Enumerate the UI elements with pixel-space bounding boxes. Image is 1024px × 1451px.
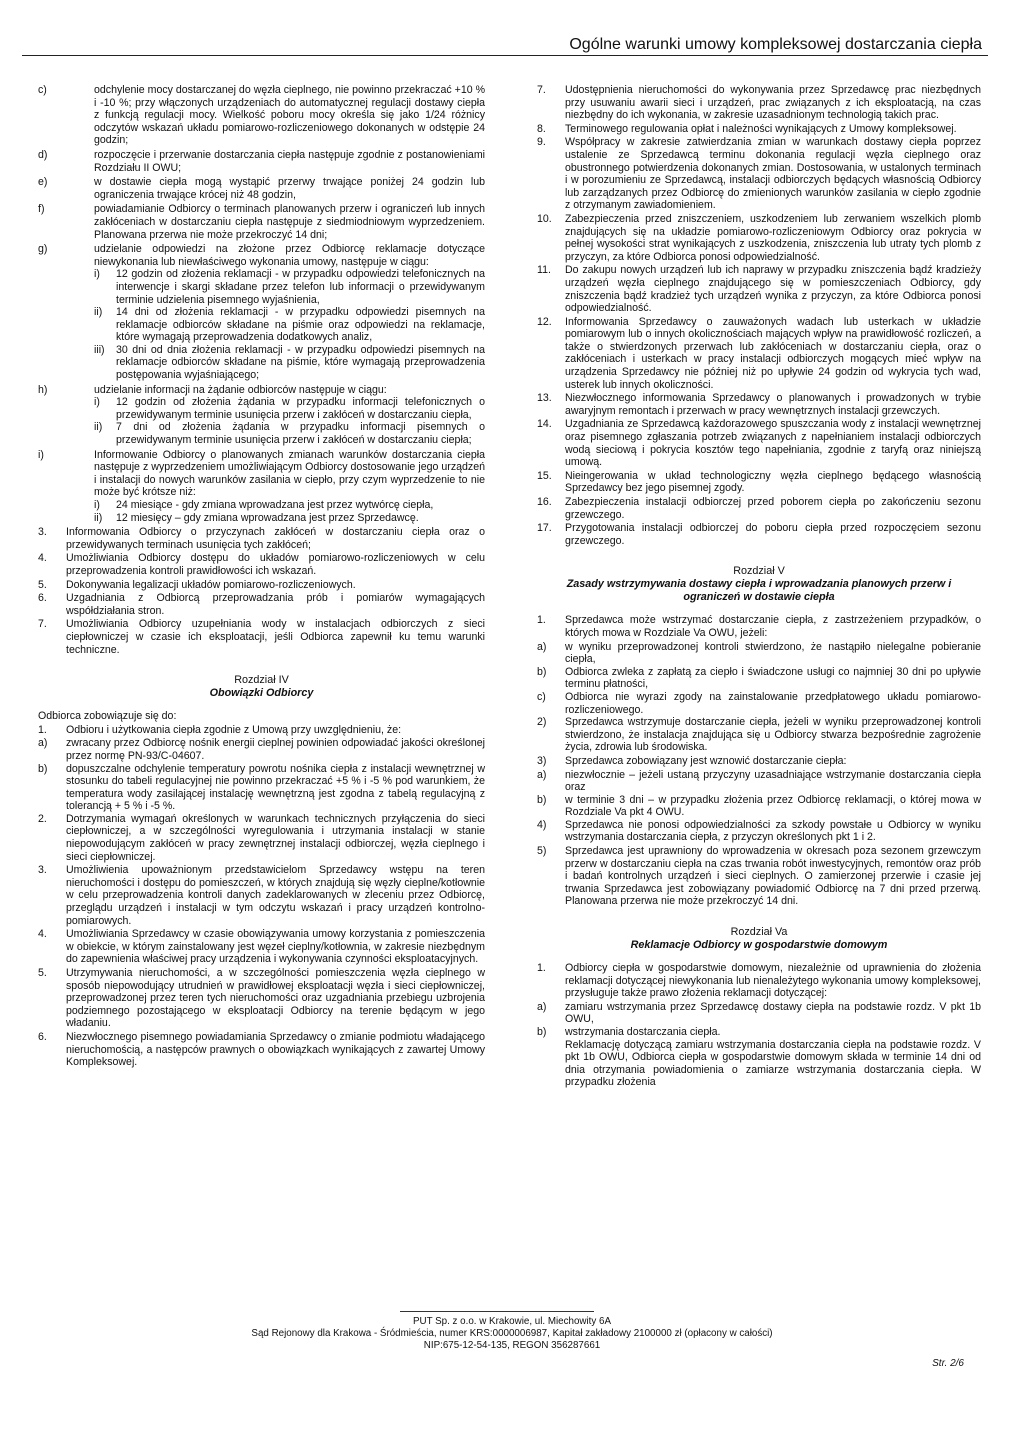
item-text: Odbioru i użytkowania ciepła zgodnie z Umową przy uwzględnieniu, że:	[66, 723, 402, 736]
sub-label: iii)	[94, 343, 105, 356]
sub-label: a)	[38, 737, 48, 750]
item-number: 2)	[537, 716, 547, 729]
item-number: 2.	[38, 812, 47, 825]
item-text: Umożliwiania Odbiorcy dostępu do układów pomiarowo-rozliczeniowych w celu przeprowadzenia kontroli prawidłowości ich wskazań.	[66, 552, 485, 577]
item-number: 3.	[38, 526, 47, 539]
sub-item	[94, 499, 485, 512]
item-number: 7.	[38, 618, 47, 631]
footer	[0, 1316, 1024, 1351]
list-item	[38, 384, 485, 447]
sub-label: i)	[94, 268, 100, 281]
item-number: 15.	[537, 469, 552, 482]
item-number: 16.	[537, 496, 552, 508]
left-column	[38, 84, 485, 1070]
item-number: 5.	[38, 967, 47, 979]
sub-label: a)	[537, 640, 547, 653]
item-text: Przygotowania instalacji odbiorczej do poboru ciepła przed rozpoczęciem sezonu grzewczego.	[565, 522, 981, 547]
numbered-item	[38, 813, 485, 863]
item-number: 3.	[38, 864, 47, 877]
item-label: e)	[38, 176, 48, 189]
item-number: 6.	[38, 1030, 47, 1043]
sub-item	[38, 737, 485, 762]
sub-item	[94, 512, 485, 525]
item-text: Udostępnienia nieruchomości do wykonywania przez Sprzedawcę prac niezbędnych przy usuwaniu awarii sieci i urządzeń, prac związanych z ich eksploatacją, na czas niezbędny do ich wykonania, w zakresie uzasadnionym technologią takich prac.	[565, 84, 981, 122]
numbered-item	[537, 755, 981, 768]
numbered-item	[537, 522, 981, 547]
numbered-item	[38, 864, 485, 927]
item-text: odchylenie mocy dostarczanej do węzła cieplnego, nie powinno przekraczać +10 % i -10 %; przy włączonych urządzeniach do automatycznej regulacji dostawy ciepła z funkcją regulacji mocy. Wielkość poboru mocy określa się jako 1/24 różnicy odczytów wskazań układu pomiarowo-rozliczeniowego dokonanych w odstępie 24 godzin;	[94, 84, 485, 147]
sub-label: ii)	[94, 511, 103, 524]
item-text: Nieingerowania w układ technologiczny węzła cieplnego będącego własnością Sprzedawcy bez jego pisemnej zgody.	[565, 469, 981, 495]
sub-label: b)	[537, 665, 547, 678]
numbered-item	[537, 418, 981, 468]
numbered-item	[537, 496, 981, 521]
item-text: Dokonywania legalizacji układów pomiarowo-rozliczeniowych.	[66, 578, 356, 591]
item-text: Do zakupu nowych urządzeń lub ich naprawy w przypadku zniszczenia bądź kradzieży urządzeń węzła cieplnego znajdującego się w pomieszczeniach Odbiorcy, gdy zniszczenia bądź kradzież tych urządzeń wynika z przyczyn, za które Odbiorca ponosi odpowiedzialność.	[565, 264, 981, 315]
item-text: Niezwłocznego pisemnego powiadamiania Sprzedawcy o zmianie podmiotu władającego nieruchomością, a następców prawnych o obowiązkach wynikających z zawartej Umowy Kompleksowej.	[66, 1030, 485, 1069]
item-text: Uzgadniania ze Sprzedawcą każdorazowego spuszczania wody z instalacji wewnętrznej oraz pisemnego zgłaszania potrzeb związanych z napełnianiem instalacji odbiorczych wodą sieciową i pokrycia kosztów tego napełniania, zgodnie z taryfą oraz niniejszą umową.	[565, 418, 981, 469]
item-text: Informowania Odbiorcy o przyczynach zakłóceń w dostarczaniu ciepła oraz o przewidywanych terminach usunięcia tych zakłóceń;	[66, 526, 485, 551]
item-number: 5.	[38, 578, 47, 591]
sub-text: niezwłocznie – jeżeli ustaną przyczyny uzasadniające wstrzymanie dostarczania ciepła oraz	[565, 768, 981, 794]
numbered-item	[537, 264, 981, 314]
sub-label: i)	[94, 499, 100, 511]
numbered-item	[537, 716, 981, 754]
sub-label: b)	[537, 793, 547, 806]
item-text: Niezwłocznego informowania Sprzedawcy o planowanych i prowadzonych w trybie awaryjnym remontach i przerwach w pracy wewnętrznych instalacji grzewczych.	[565, 392, 981, 417]
section-heading-5a	[537, 926, 981, 952]
item-label: f)	[38, 203, 45, 216]
item-text: udzielanie odpowiedzi na złożone przez Odbiorcę reklamacje dotyczące niewykonania lub niewłaściwego wykonania umowy, następuje w ciągu:	[94, 243, 485, 268]
item-text: powiadamianie Odbiorcy o terminach planowanych przerw i ograniczeń lub innych zakłóceniach w dostarczaniu ciepła następuje z siedmiodniowym wyprzedzeniem. Planowana przerwa nie może przekroczyć 14 dni;	[94, 203, 485, 241]
section-title: Rozdział IV	[234, 674, 289, 687]
item-text: Informowania Sprzedawcy o zauważonych wadach lub usterkach w układzie pomiarowym lub o innych okolicznościach mających wpływ na prawidłowość rozliczeń, a także o stwierdzonych przerwach lub zakłóceniach w dostarczaniu ciepła, oraz o zakłóceniach i usterkach w pracy instalacji odbiorczych mogących mieć wpływ na urządzenia Sprzedawcy nie później niż po upływie 24 godzin od wykrycia tych wad, usterek lub innych okoliczności.	[565, 315, 981, 391]
section-title: Rozdział V	[733, 565, 785, 578]
sub-text: 7 dni od złożenia żądania w przypadku informacji pisemnych o przewidywanym terminie usunięcia przerw i zakłóceń w dostarczaniu ciepła;	[116, 421, 485, 447]
numbered-item	[537, 962, 981, 1000]
sub-label: c)	[537, 690, 546, 703]
sub-text: Odbiorca nie wyrazi zgody na zainstalowanie przedpłatowego układu pomiarowo-rozliczeniowego.	[565, 690, 981, 716]
numbered-item	[537, 316, 981, 392]
item-number: 12.	[537, 315, 552, 328]
numbered-item	[537, 845, 981, 908]
item-text: Uzgadniania z Odbiorcą przeprowadzania prób i pomiarów wymagających współdziałania stron.	[66, 592, 485, 617]
item-number: 4)	[537, 818, 547, 831]
list-item	[38, 449, 485, 525]
sub-item	[38, 763, 485, 813]
item-text: Odbiorcy ciepła w gospodarstwie domowym, niezależnie od uprawnienia do złożenia reklamacji dotyczącej niewykonania lub nienależytego wykonania umowy kompleksowej, przysługuje także prawo złożenia reklamacji dotyczącej:	[565, 962, 981, 1000]
sub-item	[537, 666, 981, 691]
numbered-item	[38, 928, 485, 966]
numbered-item	[38, 592, 485, 617]
sub-item	[537, 1026, 981, 1039]
item-text: Sprzedawca nie ponosi odpowiedzialności za szkody powstałe u Odbiorcy w wyniku wstrzymania dostarczania ciepła, z przyczyn określonych pkt 1 i 2.	[565, 818, 981, 844]
section-intro: Odbiorca zobowiązuje się do:	[38, 710, 177, 723]
sub-item	[537, 794, 981, 819]
sub-item	[537, 641, 981, 666]
item-text: Utrzymywania nieruchomości, a w szczególności pomieszczenia węzła cieplnego w sposób niepowodujący utrudnień w prawidłowej eksploatacji węzła i sieci ciepłowniczej, przeprowadzonej przez teren tych nieruchomości oraz uzgadniania przebiegu uzbrojenia podziemnego pozostającego w eksploatacji Odbiorcy na terenie będącym w jego władaniu.	[66, 967, 485, 1030]
numbered-item	[537, 614, 981, 639]
list-item	[38, 149, 485, 174]
item-text: Zabezpieczenia przed zniszczeniem, uszkodzeniem lub zerwaniem wszelkich plomb znajdujących się na układzie pomiarowo-rozliczeniowym Odbiorcy oraz pokrycia w pełnej wysokości strat wynikających z uszkodzenia, zniszczenia lub utraty tych plomb z przyczyn, za które Odbiorca ponosi odpowiedzialność.	[565, 212, 981, 263]
sub-text: 24 miesiące - gdy zmiana wprowadzana jest przez wytwórcę ciepła,	[116, 499, 434, 511]
item-text: Informowanie Odbiorcy o planowanych zmianach warunków dostarczania ciepła następuje z wyprzedzeniem umożliwiającym Odbiorcy dostosowanie jego urządzeń i instalacji do nowych warunków zasilania w ciepło, przy czym wyprzedzenie to nie może być krótsze niż:	[94, 448, 485, 499]
sub-label: i)	[94, 396, 100, 409]
item-number: 13.	[537, 392, 552, 405]
header-rule	[22, 55, 988, 56]
sub-text: 14 dni od złożenia reklamacji - w przypadku odpowiedzi pisemnych na reklamacje odbiorców składane na piśmie oraz odpowiedzi na reklamacje, które wymagają przeprowadzenia dodatkowych analiz,	[116, 306, 485, 344]
sub-label: ii)	[94, 306, 103, 319]
item-label: d)	[38, 148, 48, 161]
list-item	[38, 84, 485, 147]
item-label: g)	[38, 243, 48, 256]
item-number: 4.	[38, 552, 47, 565]
numbered-item	[38, 618, 485, 656]
item-text: rozpoczęcie i przerwanie dostarczania ciepła następuje zgodnie z postanowieniami Rozdziału II OWU;	[94, 148, 485, 174]
item-number: 11.	[537, 264, 551, 277]
section-heading-5	[537, 565, 981, 604]
numbered-item	[38, 579, 485, 592]
section-subtitle: Obowiązki Odbiorcy	[209, 687, 314, 700]
item-text: Terminowego regulowania opłat i należności wynikających z Umowy kompleksowej.	[565, 122, 957, 135]
sub-text: 12 godzin od złożenia reklamacji - w przypadku odpowiedzi telefonicznych na interwencje i skargi składane przez telefon lub informacji o przewidywanym terminie udzielenia pisemnego wyjaśnienia,	[116, 268, 485, 306]
item-number: 1.	[38, 723, 47, 736]
footer-tax-ids: NIP:675-12-54-135, REGON 356287661	[423, 1339, 601, 1351]
numbered-item	[537, 84, 981, 122]
sub-item	[537, 1001, 981, 1026]
item-text: Umożliwiania Sprzedawcy w czasie obowiązywania umowy korzystania z pomieszczenia w obiekcie, w którym zainstalowany jest węzeł cieplny/kotłownia, w zakresie niezbędnym do zapewnienia właściwej pracy urządzenia i wykonywania czynności eksploatacyjnych.	[66, 928, 485, 966]
item-text: udzielanie informacji na żądanie odbiorców następuje w ciągu:	[94, 383, 387, 396]
item-label: c)	[38, 84, 47, 96]
numbered-item	[537, 470, 981, 495]
sub-label: b)	[38, 762, 48, 775]
sub-item	[94, 396, 485, 421]
sub-item	[94, 306, 485, 344]
list-item	[38, 203, 485, 241]
item-number: 17.	[537, 522, 552, 535]
numbered-item	[38, 967, 485, 1030]
list-item	[38, 176, 485, 201]
item-text: Współpracy w zakresie zatwierdzania zmian w warunkach dostawy ciepła poprzez ustalenie ze Sprzedawcą terminu dokonania regulacji węzła cieplnego oraz obustronnego potwierdzenia dokonanych zmian. Dostosowania, w ustalonych terminach i w porozumieniu ze Sprzedawcą, instalacji odbiorczych będących własnością Odbiorcy lub zarządzanych przez Odbiorcę do zmienionych warunków zasilania w ciepło zgodnie z otrzymanym zawiadomieniem.	[565, 136, 981, 212]
footer-rule	[400, 1311, 594, 1312]
paragraph-text: Reklamację dotyczącą zamiaru wstrzymania dostarczania ciepła na podstawie rozdz. V pkt 1b OWU, Odbiorca ciepła w gospodarstwie domowym składa w terminie 14 dni od dnia otrzymania powiadomienia o zamiarze wstrzymania dostarczania ciepła. W przypadku złożenia	[565, 1038, 981, 1089]
footer-company: PUT Sp. z o.o. w Krakowie, ul. Miechowity 6A	[412, 1316, 611, 1327]
item-text: Dotrzymania wymagań określonych w warunkach technicznych przyłączenia do sieci ciepłowniczej, a w szczególności wyregulowania i utrzymania instalacji w stanie niepowodującym zakłóceń w pracy zewnętrznej instalacji odbiorczej, węzła cieplnego i sieci ciepłowniczej.	[66, 812, 485, 863]
item-number: 7.	[537, 84, 546, 96]
sub-item	[94, 344, 485, 382]
section-subtitle: Zasady wstrzymywania dostawy ciepła i wprowadzania planowych przerw i ograniczeń w dostawie ciepła	[566, 578, 952, 604]
item-text: w dostawie ciepła mogą wystąpić przerwy trwające poniżej 24 godzin lub ograniczenia trwające krócej niż 48 godzin,	[94, 176, 485, 201]
numbered-item	[38, 526, 485, 551]
sub-item	[537, 769, 981, 794]
sub-label: ii)	[94, 421, 103, 434]
numbered-item	[537, 392, 981, 417]
sub-text: 12 miesięcy – gdy zmiana wprowadzana jest przez Sprzedawcę.	[116, 511, 419, 524]
item-text: Sprzedawca wstrzymuje dostarczanie ciepła, jeżeli w wyniku przeprowadzonej kontroli stwierdzono, że instalacja znajdująca się u Odbiorcy stwarza bezpośrednie zagrożenie życia, zdrowia lub środowiska.	[565, 716, 981, 754]
numbered-item	[38, 1031, 485, 1069]
sub-text: w terminie 3 dni – w przypadku złożenia przez Odbiorcę reklamacji, o której mowa w Rozdziale Va pkt 4 OWU.	[565, 793, 981, 819]
sub-text: 12 godzin od złożenia żądania w przypadku informacji telefonicznych o przewidywanym terminie usunięcia przerw i zakłóceń w dostarczaniu ciepła,	[116, 396, 485, 421]
numbered-item	[537, 213, 981, 263]
sub-item	[94, 421, 485, 446]
sub-text: wstrzymania dostarczania ciepła.	[565, 1026, 721, 1038]
footer-registry: Sąd Rejonowy dla Krakowa - Śródmieścia, numer KRS:0000006987, Kapitał zakładowy 2100000 zł (opłacony w całości)	[251, 1327, 773, 1339]
numbered-item	[537, 819, 981, 844]
item-number: 1.	[537, 614, 546, 627]
sub-text: Odbiorca zwleka z zapłatą za ciepło i świadczone usługi co najmniej 30 dni po upływie terminu płatności,	[565, 665, 981, 691]
item-number: 4.	[38, 928, 47, 941]
sub-item	[94, 268, 485, 306]
item-label: h)	[38, 383, 48, 396]
sub-label: a)	[537, 1000, 547, 1013]
item-label: i)	[38, 448, 44, 461]
section-subtitle: Reklamacje Odbiorcy w gospodarstwie domowym	[630, 939, 888, 952]
numbered-item	[38, 552, 485, 577]
item-number: 5)	[537, 845, 547, 858]
section-title: Rozdział Va	[730, 926, 788, 939]
numbered-item	[38, 724, 485, 737]
sub-text: dopuszczalne odchylenie temperatury powrotu nośnika ciepła z instalacji wewnętrznej w stosunku do tabeli regulacyjnej nie powinno przekraczać +5 % i -5 % pod warunkiem, że temperatura wody zasilającej instalację wewnętrzną jest zgodna z tabelą regulacyjną z tolerancją + 5 % i -5 %.	[66, 762, 485, 813]
section-heading-4	[38, 674, 485, 700]
sub-text: zwracany przez Odbiorcę nośnik energii cieplnej powinien odpowiadać jakości określonej przez normę PN-93/C-04607.	[66, 737, 485, 762]
item-number: 1.	[537, 962, 546, 975]
sub-item	[537, 691, 981, 716]
sub-text: zamiaru wstrzymania przez Sprzedawcę dostawy ciepła na podstawie rozdz. V pkt 1b OWU,	[565, 1000, 981, 1026]
page-number: Str. 2/6	[932, 1358, 964, 1369]
item-text: Umożliwienia upoważnionym przedstawicielom Sprzedawcy wstępu na teren nieruchomości i dostępu do pomieszczeń, w których znajdują się węzły cieplne/kotłownie w celu przeprowadzenia kontroli danych zadeklarowanych w zleceniu przez Odbiorcę, przeglądu urządzeń i instalacji w tym odczytu wskazań i pracy urządzeń kontrolno-pomiarowych.	[66, 864, 485, 927]
numbered-item	[537, 123, 981, 136]
item-text: Sprzedawca jest uprawniony do wprowadzenia w okresach poza sezonem grzewczym przerw w dostarczaniu ciepła na czas trwania robót inwestycyjnych, remontów oraz prób i badań kontrolnych urządzeń i sieci cieplnych. O zamierzonej przerwie i czasie jej trwania Sprzedawca jest zobowiązany powiadomić Odbiorcę na 7 dni przed przerwą. Planowana przerwa nie może przekroczyć 14 dni.	[565, 845, 981, 908]
sub-text: w wyniku przeprowadzonej kontroli stwierdzono, że nastąpiło nielegalne pobieranie ciepła,	[565, 640, 981, 666]
item-number: 3)	[537, 754, 547, 767]
sub-text: 30 dni od dnia złożenia reklamacji - w przypadku odpowiedzi pisemnych na reklamacje odbiorców składane na piśmie, które wymagają przeprowadzenia postępowania wyjaśniającego;	[116, 343, 485, 382]
right-column	[537, 84, 981, 1090]
item-number: 14.	[537, 418, 552, 431]
sub-label: a)	[537, 768, 547, 781]
list-item	[38, 243, 485, 382]
item-text: Sprzedawca zobowiązany jest wznowić dostarczanie ciepła:	[565, 754, 847, 767]
item-text: Sprzedawca może wstrzymać dostarczanie ciepła, z zastrzeżeniem przypadków, o których mowa w Rozdziale Va OWU, jeżeli:	[565, 614, 981, 639]
item-number: 9.	[537, 136, 546, 149]
page-header-title: Ogólne warunki umowy kompleksowej dostarczania ciepła	[569, 36, 982, 53]
paragraph	[537, 1039, 981, 1089]
item-number: 10.	[537, 212, 552, 225]
item-text: Umożliwiania Odbiorcy uzupełniania wody w instalacjach odbiorczych z sieci ciepłowniczej w czasie ich eksploatacji, jeśli Odbiorca zapewnił ku temu warunki techniczne.	[66, 618, 485, 656]
sub-label: b)	[537, 1026, 547, 1038]
numbered-item	[537, 136, 981, 212]
item-number: 8.	[537, 122, 546, 135]
item-number: 6.	[38, 592, 47, 605]
item-text: Zabezpieczenia instalacji odbiorczej przed poborem ciepła po zakończeniu sezonu grzewczego.	[565, 496, 981, 521]
